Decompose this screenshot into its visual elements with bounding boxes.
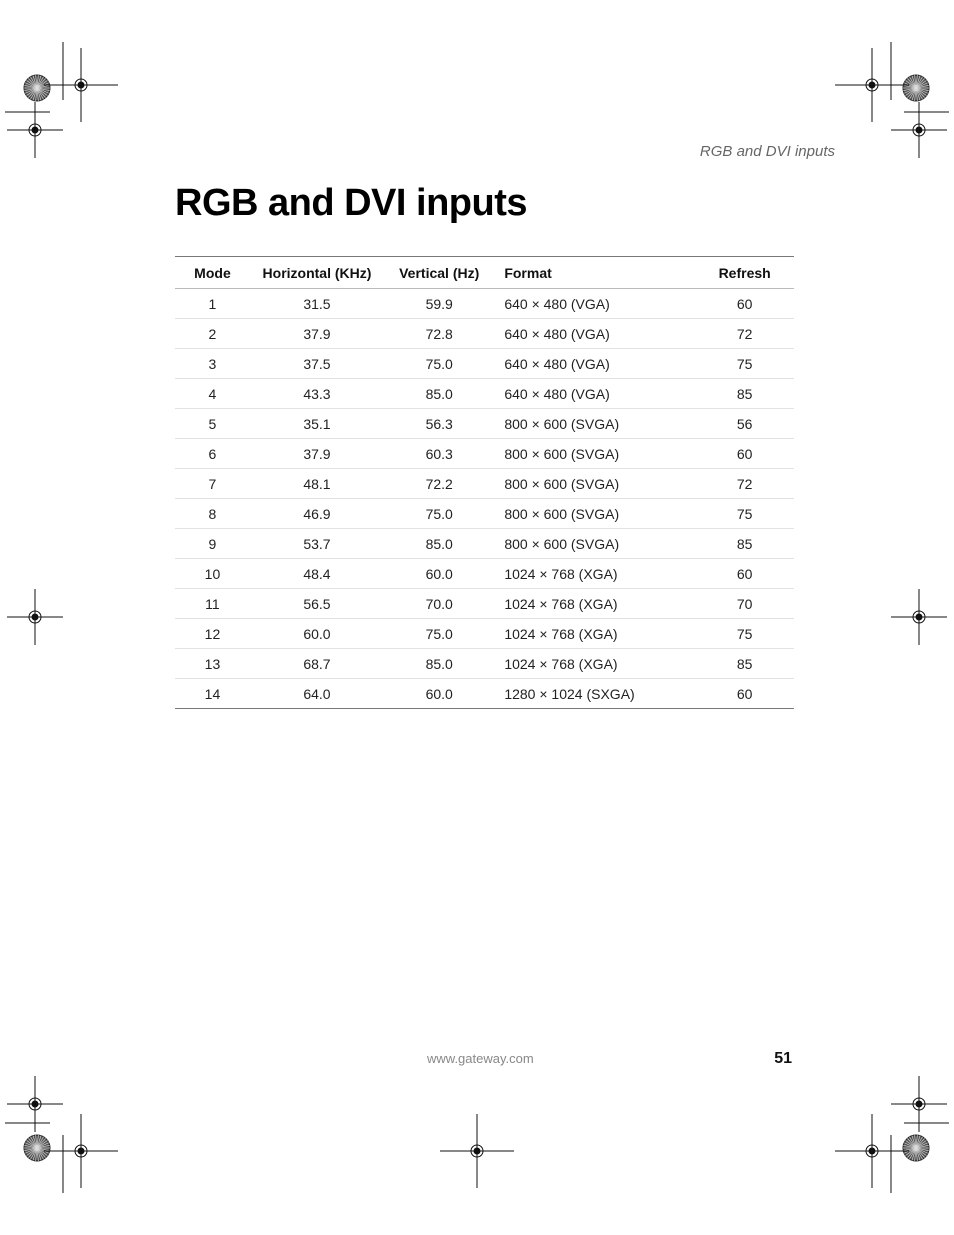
format-cell: 1024 × 768 (XGA) [494, 649, 695, 679]
vertical-cell: 56.3 [384, 409, 494, 439]
table-row [175, 319, 794, 349]
mode-cell: 12 [175, 619, 250, 649]
format-cell: 1280 × 1024 (SXGA) [504, 685, 635, 702]
horizontal-cell: 35.1 [250, 409, 384, 439]
mode-cell: 4 [175, 379, 250, 409]
horizontal-cell: 68.7 [250, 649, 384, 679]
vertical-cell: 85.0 [384, 379, 494, 409]
table-row [175, 409, 794, 439]
mode-cell: 7 [175, 469, 250, 499]
mode-cell: 9 [175, 529, 250, 559]
format-cell: 800 × 600 (SVGA) [494, 469, 695, 499]
table-row [175, 679, 794, 709]
horizontal-cell: 53.7 [250, 529, 384, 559]
format-cell: 640 × 480 (VGA) [494, 319, 695, 349]
vertical-cell: 60.3 [384, 439, 494, 469]
mode-cell: 11 [175, 589, 250, 619]
format-cell: 800 × 600 (SVGA) [494, 529, 695, 559]
mode-cell: 5 [175, 409, 250, 439]
vertical-cell: 60.0 [384, 559, 494, 589]
refresh-cell: 85 [695, 649, 794, 679]
page-title: RGB and DVI inputs [175, 182, 527, 224]
refresh-cell: 56 [695, 409, 794, 439]
vertical-cell: 59.9 [384, 289, 494, 319]
registration-crosshair-icon [835, 1114, 909, 1188]
vertical-cell: 75.0 [384, 349, 494, 379]
refresh-cell: 70 [695, 589, 794, 619]
column-header-refresh: Refresh [695, 257, 794, 289]
print-starburst-icon [24, 1135, 50, 1161]
vertical-cell: 60.0 [425, 685, 453, 702]
horizontal-cell: 48.4 [250, 559, 384, 589]
vertical-cell: 75.0 [384, 499, 494, 529]
vertical-cell: 75.0 [384, 619, 494, 649]
running-head: RGB and DVI inputs [699, 143, 835, 160]
registration-crosshair-icon [44, 48, 118, 122]
table-row [175, 619, 794, 649]
column-header-horizontal: Horizontal (KHz) [250, 257, 384, 289]
print-starburst-icon [24, 75, 50, 101]
format-cell: 640 × 480 (VGA) [494, 349, 695, 379]
refresh-cell: 75 [695, 499, 794, 529]
format-cell: 1024 × 768 (XGA) [494, 619, 695, 649]
refresh-cell: 60 [695, 289, 794, 319]
registration-crosshair-icon [7, 1076, 63, 1132]
registration-crosshair-icon [7, 102, 63, 158]
mode-cell: 3 [175, 349, 250, 379]
page-number: 51 [774, 1050, 792, 1067]
table-row [175, 439, 794, 469]
horizontal-cell: 37.9 [250, 439, 384, 469]
registration-crosshair-icon [891, 102, 947, 158]
vertical-cell: 72.2 [384, 469, 494, 499]
format-cell: 1024 × 768 (XGA) [494, 589, 695, 619]
registration-crosshair-icon [440, 1114, 514, 1188]
mode-cell: 13 [175, 649, 250, 679]
registration-crosshair-icon [835, 48, 909, 122]
table-row [175, 559, 794, 589]
format-cell: 640 × 480 (VGA) [494, 289, 695, 319]
print-starburst-icon [903, 75, 929, 101]
refresh-cell: 75 [695, 619, 794, 649]
registration-crosshair-icon [891, 1076, 947, 1132]
vertical-cell: 85.0 [384, 649, 494, 679]
vertical-cell: 72.8 [384, 319, 494, 349]
vertical-cell: 85.0 [384, 529, 494, 559]
registration-crosshair-icon [44, 1114, 118, 1188]
mode-cell: 8 [175, 499, 250, 529]
refresh-cell: 60 [736, 685, 753, 702]
format-cell: 800 × 600 (SVGA) [494, 409, 695, 439]
refresh-cell: 72 [695, 469, 794, 499]
table-row [175, 649, 794, 679]
table-row [175, 349, 794, 379]
refresh-cell: 85 [695, 529, 794, 559]
table-header-row [175, 257, 794, 289]
table-row [175, 289, 794, 319]
table-row [175, 379, 794, 409]
registration-crosshair-icon [7, 589, 63, 645]
horizontal-cell: 48.1 [250, 469, 384, 499]
mode-cell: 1 [175, 289, 250, 319]
refresh-cell: 75 [695, 349, 794, 379]
horizontal-cell: 37.9 [250, 319, 384, 349]
horizontal-cell: 37.5 [250, 349, 384, 379]
mode-cell: 6 [175, 439, 250, 469]
refresh-cell: 72 [695, 319, 794, 349]
vertical-cell: 70.0 [384, 589, 494, 619]
format-cell: 800 × 600 (SVGA) [494, 499, 695, 529]
column-header-vertical: Vertical (Hz) [384, 257, 494, 289]
mode-cell: 14 [204, 685, 221, 702]
format-cell: 640 × 480 (VGA) [494, 379, 695, 409]
horizontal-cell: 64.0 [303, 685, 331, 702]
refresh-cell: 60 [695, 439, 794, 469]
column-header-mode: Mode [175, 257, 250, 289]
table-row [175, 499, 794, 529]
format-cell: 800 × 600 (SVGA) [494, 439, 695, 469]
format-cell: 1024 × 768 (XGA) [494, 559, 695, 589]
mode-cell: 10 [175, 559, 250, 589]
horizontal-cell: 31.5 [250, 289, 384, 319]
column-header-format: Format [494, 257, 695, 289]
horizontal-cell: 43.3 [250, 379, 384, 409]
refresh-cell: 85 [695, 379, 794, 409]
footer-url: www.gateway.com [427, 1051, 534, 1066]
table-row [175, 529, 794, 559]
horizontal-cell: 60.0 [250, 619, 384, 649]
display-modes-table [175, 256, 794, 709]
registration-crosshair-icon [891, 589, 947, 645]
horizontal-cell: 56.5 [250, 589, 384, 619]
table-row [175, 469, 794, 499]
horizontal-cell: 46.9 [250, 499, 384, 529]
print-starburst-icon [903, 1135, 929, 1161]
table-row [175, 589, 794, 619]
refresh-cell: 60 [695, 559, 794, 589]
mode-cell: 2 [175, 319, 250, 349]
